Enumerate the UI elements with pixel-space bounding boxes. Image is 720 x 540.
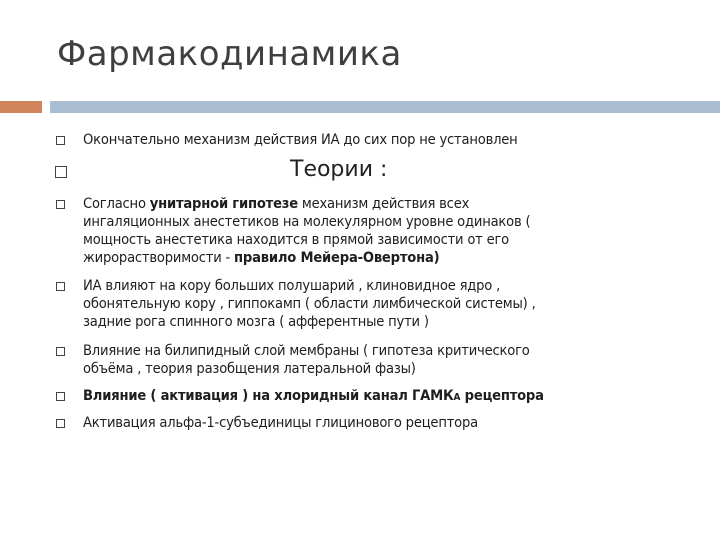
square-bullet-icon — [56, 136, 65, 145]
square-bullet-icon — [56, 392, 65, 401]
bullet-text-5: Влияние на билипидный слой мембраны ( гипотеза критического объёма , теория разобщения латеральной фазы) — [83, 342, 530, 377]
square-bullet-icon — [56, 200, 65, 209]
accent-bar-blue — [50, 101, 720, 113]
bullet-text-1: Окончательно механизм действия ИА до сих пор не установлен — [83, 131, 518, 148]
bullet-3-part-c: механизм действия всех ингаляционных анестетиков на молекулярном уровне одинаков ( мощность анестетика находится в прямой зависимости от его жирорастворимости - — [83, 195, 531, 266]
bullet-6-bold-b: рецептора — [460, 387, 544, 404]
bullet-6-subscript: А — [453, 392, 461, 403]
theories-heading: Теории : — [290, 157, 388, 182]
slide-title: Фармакодинамика — [57, 34, 402, 74]
bullet-3-bold-rule: правило Мейера-Овертона) — [234, 249, 440, 266]
square-bullet-icon — [55, 166, 67, 178]
square-bullet-icon — [56, 282, 65, 291]
bullet-6-bold-a: Влияние ( активация ) на хлоридный канал ГАМК — [83, 387, 454, 404]
bullet-text-6 — [83, 387, 683, 407]
bullet-text-3 — [83, 195, 683, 267]
accent-bar-orange — [0, 101, 42, 113]
square-bullet-icon — [56, 419, 65, 428]
bullet-3-part-a: Согласно — [83, 195, 150, 212]
bullet-text-7: Активация альфа-1-субъединицы глицинового рецептора — [83, 414, 478, 431]
bullet-3-bold-unitary: унитарной гипотезе — [149, 195, 298, 212]
square-bullet-icon — [56, 347, 65, 356]
bullet-text-4: ИА влияют на кору больших полушарий , клиновидное ядро , обонятельную кору , гиппокамп ( области лимбической системы) , задние рога спинного мозга ( афферентные пути ) — [83, 277, 536, 330]
